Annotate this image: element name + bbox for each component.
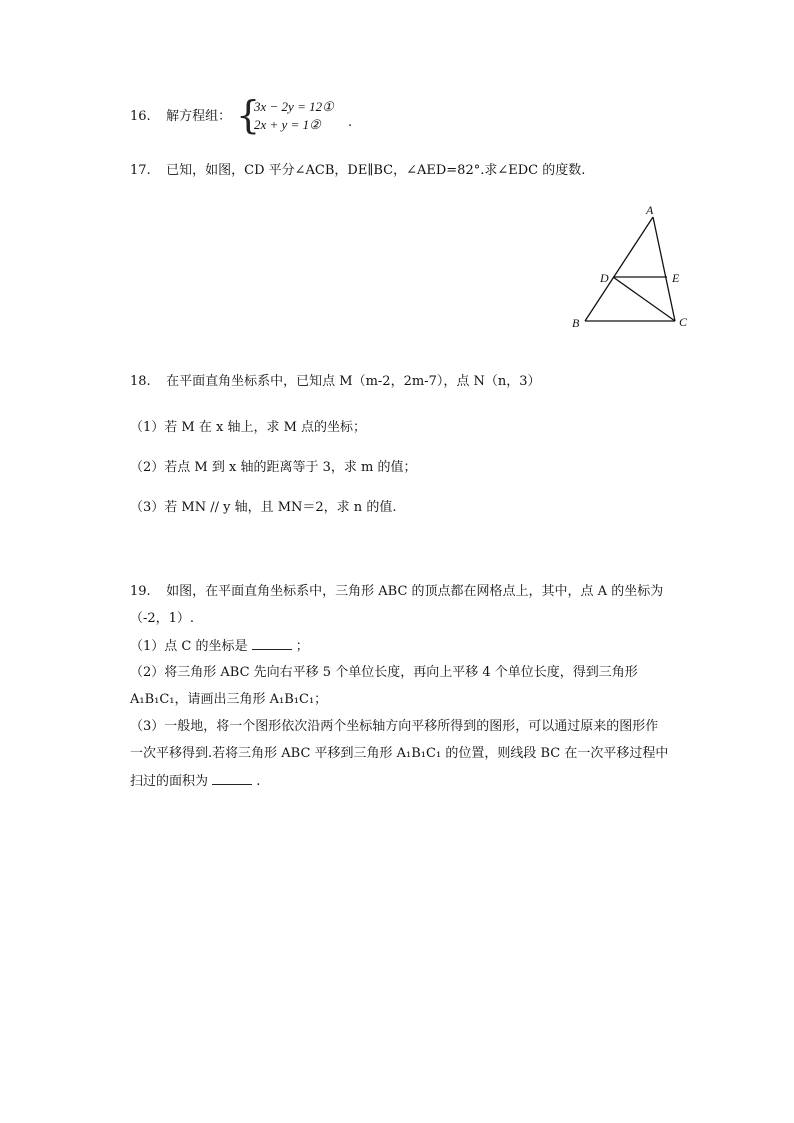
question-number: 16.: [130, 109, 151, 124]
answer-blank: [212, 772, 252, 785]
question-16: [130, 108, 231, 126]
question-16-label: 解方程组：: [166, 109, 232, 124]
label-e: E: [672, 271, 680, 285]
part-1-suffix: ；: [295, 639, 309, 654]
segment-ab: [585, 217, 653, 321]
question-18: [130, 373, 541, 391]
equation-2: 2x + y = 1②: [254, 117, 321, 132]
question-19-part-1: [130, 637, 309, 656]
label-d: D: [600, 271, 609, 285]
question-number: 19.: [130, 584, 151, 599]
question-19-part-2-line-1: （2）将三角形 ABC 先向右平移 5 个单位长度，再向上平移 4 个单位长度，得到三角形: [130, 665, 638, 680]
equation-brace: {: [236, 93, 261, 137]
question-19-line-1: 如图，在平面直角坐标系中，三角形 ABC 的顶点都在网格点上，其中，点 A 的坐标为: [166, 584, 664, 599]
question-18-part-3: （3）若 MN // y 轴，且 MN＝2，求 n 的值.: [130, 500, 397, 515]
question-18-part-1: （1）若 M 在 x 轴上，求 M 点的坐标；: [130, 420, 367, 435]
question-19-part-3-line-1: （3）一般地，将一个图形依次沿两个坐标轴方向平移所得到的图形，可以通过原来的图形作: [130, 719, 659, 734]
question-18-text: 在平面直角坐标系中，已知点 M（m-2，2m-7），点 N（n，3）: [166, 374, 541, 389]
part-1-prefix: （1）点 C 的坐标是: [130, 639, 248, 654]
question-19-line-2: （-2，1）.: [130, 611, 195, 626]
label-c: C: [679, 315, 688, 329]
question-17-text: 已知，如图，CD 平分∠ACB，DE∥BC，∠AED=82°.求∠EDC 的度数.: [166, 163, 586, 178]
equation-period: .: [348, 115, 353, 130]
question-19-part-3-line-3: [130, 772, 260, 791]
question-number: 18.: [130, 374, 151, 389]
label-b: B: [572, 316, 580, 330]
question-19-part-2-line-2: A₁B₁C₁，请画出三角形 A₁B₁C₁；: [130, 692, 328, 707]
segment-ac: [653, 217, 675, 321]
segment-dc: [613, 277, 675, 321]
answer-blank: [252, 637, 292, 650]
triangle-figure: [560, 195, 710, 340]
question-19: [130, 583, 663, 601]
question-17: [130, 162, 585, 180]
part-3-prefix: 扫过的面积为: [130, 774, 209, 789]
part-3-suffix: .: [256, 774, 261, 789]
label-a: A: [646, 203, 654, 217]
question-18-part-2: （2）若点 M 到 x 轴的距离等于 3，求 m 的值；: [130, 460, 417, 475]
equation-1: 3x − 2y = 12①: [254, 99, 334, 114]
question-19-part-3-line-2: 一次平移得到.若将三角形 ABC 平移到三角形 A₁B₁C₁ 的位置，则线段 BC 在一次平移过程中: [130, 746, 669, 761]
question-number: 17.: [130, 163, 151, 178]
